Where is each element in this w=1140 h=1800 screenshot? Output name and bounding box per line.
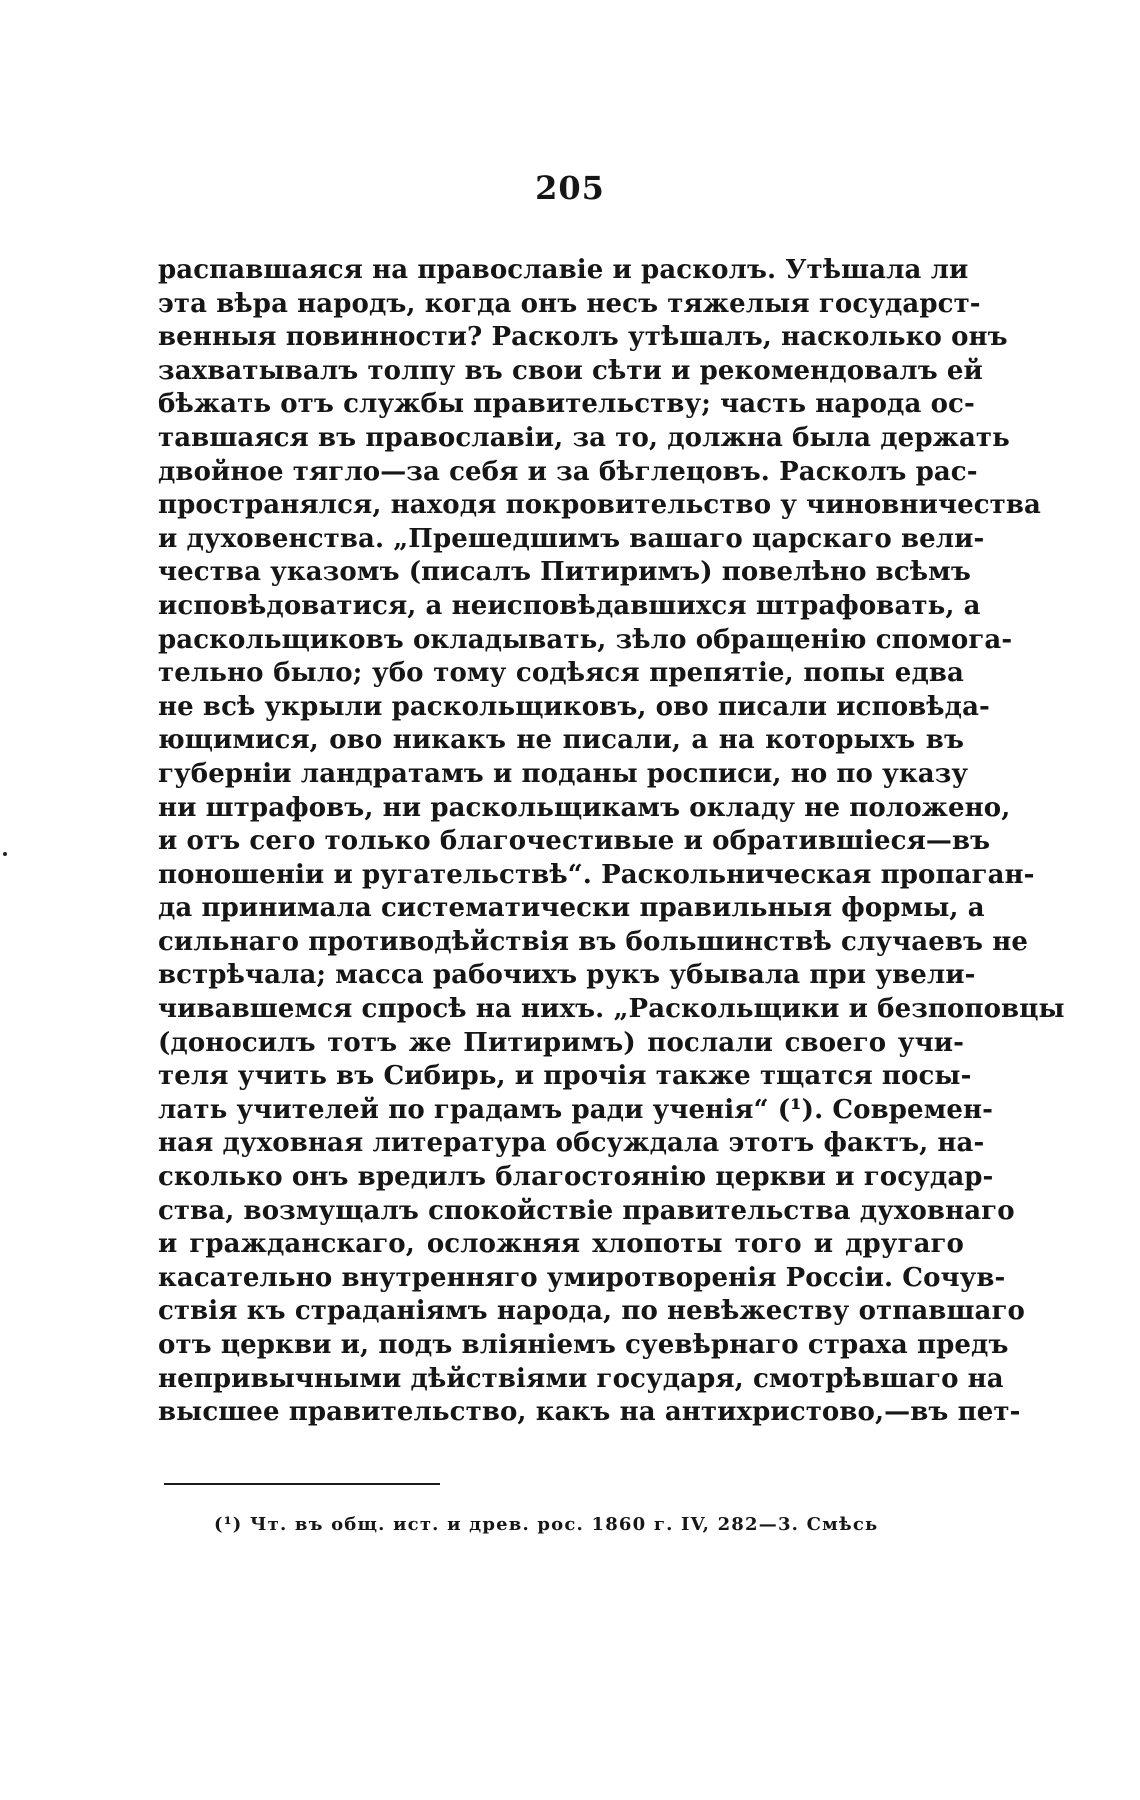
footnote: (¹) Чт. въ общ. ист. и древ. рос. 1860 г. IV, 282—3. Смѣсь: [214, 1514, 879, 1535]
text-line: (доносилъ тотъ же Питиримъ) послали своего учи-: [158, 1027, 964, 1058]
text-line: и гражданскаго, осложняя хлопоты того и другаго: [158, 1229, 964, 1260]
text-line: сколько онъ вредилъ благостоянію церкви и государ-: [158, 1162, 994, 1193]
body-text: [158, 254, 1065, 1430]
text-line: исповѣдоватися, а неисповѣдавшихся штрафовать, а: [158, 590, 981, 621]
text-line: губерніи ландратамъ и поданы росписи, но по указу: [158, 758, 969, 789]
text-line: распавшаяся на православіе и расколъ. Утѣшала ли: [158, 255, 969, 285]
text-line: сильнаго противодѣйствія въ большинствѣ случаевъ не: [158, 926, 1028, 957]
text-line: ющимися, ово никакъ не писали, а на которыхъ въ: [158, 725, 964, 756]
margin-speck: [3, 852, 7, 856]
text-line: теля учить въ Сибирь, и прочія также тщатся посы-: [158, 1061, 972, 1092]
text-line: ства, возмущалъ спокойствіе правительства духовнаго: [158, 1195, 1015, 1226]
text-line: чивавшемся спросѣ на нихъ. „Раскольщики и безпоповцы: [158, 994, 1065, 1025]
text-line: тавшаяся въ православіи, за то, должна была держать: [158, 422, 1010, 453]
text-line: эта вѣра народъ, когда онъ несъ тяжелыя государст-: [158, 288, 981, 319]
text-line: бѣжать отъ службы правительству; часть народа ос-: [158, 389, 975, 420]
text-line: касательно внутренняго умиротворенія Россіи. Сочув-: [158, 1262, 1006, 1293]
text-line: захватывалъ толпу въ свои сѣти и рекомендовалъ ей: [158, 355, 983, 386]
text-line: непривычными дѣйствіями государя, смотрѣвшаго на: [158, 1363, 1004, 1394]
text-line: раскольщиковъ окладывать, зѣло обращенію спомога-: [158, 624, 1013, 655]
text-line: и отъ сего только благочестивые и обратившіеся—въ: [158, 826, 991, 857]
text-line: ствія къ страданіямъ народа, по невѣжеству отпавшаго: [158, 1296, 1025, 1327]
page-number: 205: [535, 169, 605, 207]
text-line: не всѣ укрыли раскольщиковъ, ово писали исповѣда-: [158, 691, 990, 722]
text-line: да принимала систематически правильныя формы, а: [158, 893, 985, 924]
text-line: венныя повинности? Расколъ утѣшалъ, насколько онъ: [158, 322, 1008, 353]
text-line: чества указомъ (писалъ Питиримъ) повелѣно всѣмъ: [158, 557, 971, 588]
text-line: двойное тягло—за себя и за бѣглецовъ. Расколъ рас-: [158, 456, 978, 487]
text-line: пространялся, находя покровительство у чиновничества: [158, 490, 1041, 521]
text-line: поношеніи и ругательствѣ“. Раскольническая пропаган-: [158, 859, 1035, 890]
text-line: ная духовная литература обсуждала этотъ фактъ, на-: [158, 1128, 985, 1159]
text-line: отъ церкви и, подъ вліяніемъ суевѣрнаго страха предъ: [158, 1330, 1009, 1360]
text-line: лать учителей по градамъ ради ученія“ (¹). Современ-: [158, 1094, 994, 1125]
text-line: тельно было; убо тому содѣяся препятіе, попы едва: [158, 658, 964, 689]
text-line: ни штрафовъ, ни раскольщикамъ окладу не положено,: [158, 792, 1011, 823]
text-line: высшее правительство, какъ на антихристово,—въ пет-: [158, 1397, 1021, 1428]
text-line: встрѣчала; масса рабочихъ рукъ убывала при увели-: [158, 960, 976, 991]
text-line: и духовенства. „Прешедшимъ вашаго царскаго вели-: [158, 523, 985, 554]
footnote-divider: [164, 1483, 440, 1485]
